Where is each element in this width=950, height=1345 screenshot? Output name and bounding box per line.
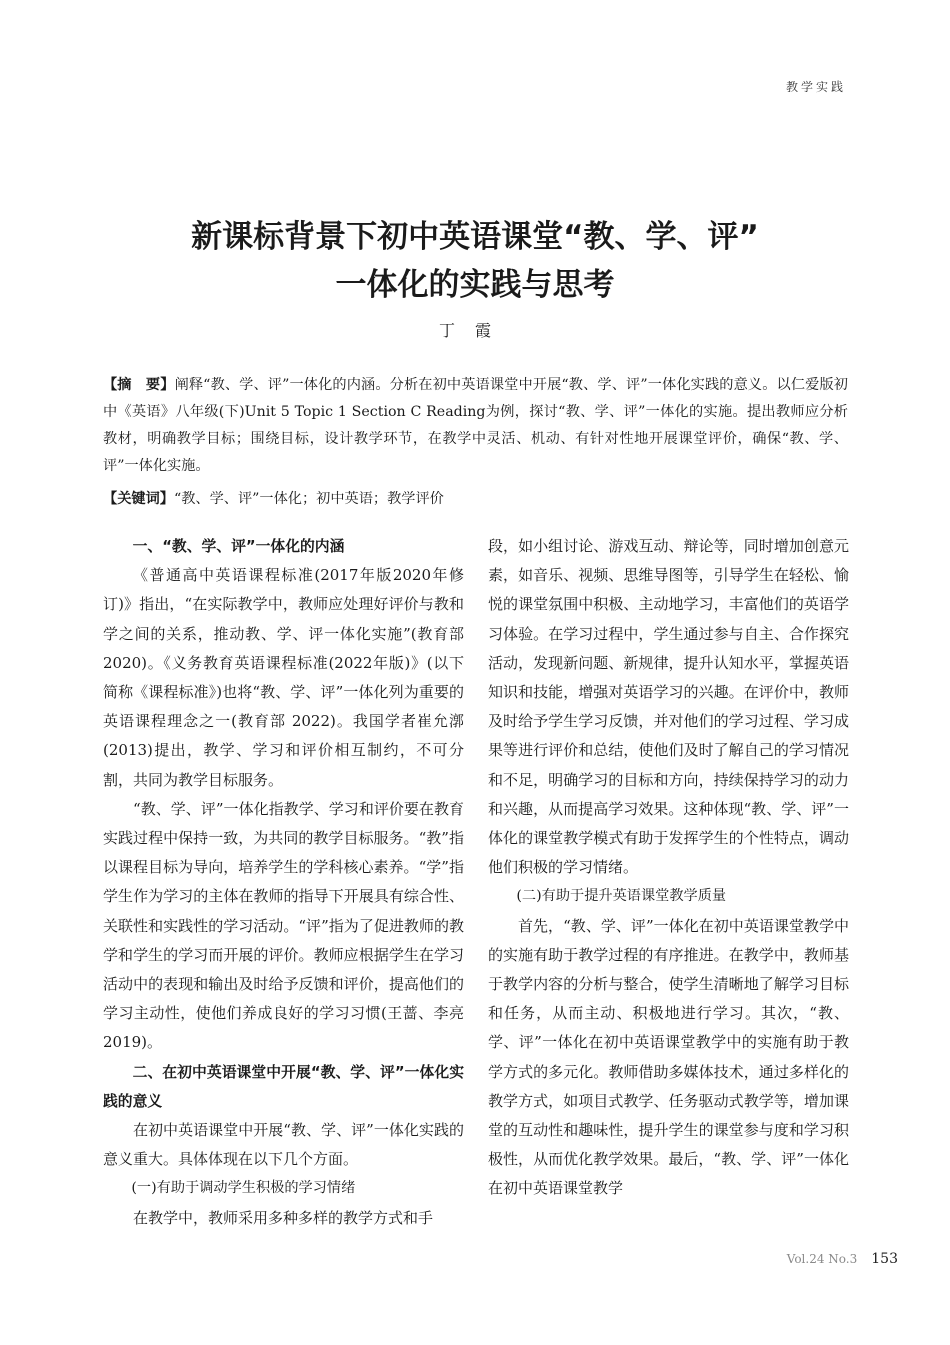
paragraph-1: 《普通高中英语课程标准(2017年版2020年修订)》指出，“在实际教学中，教师应处理好评价与教和学之间的关系，推动教、学、评一体化实施”(教育部 2020)。《义务教育英语课程标准(2022年版)》(以下简称《课程标准》)也将“教、学、评”一体化列为重要的英语课程理念之一(教育部 2022)。我国学者崔允漷(2013)提出，教学、学习和评价相互制约，不可分割，共同为教学目标服务。 [103, 566, 464, 789]
paragraph-4-continued: 段，如小组讨论、游戏互动、辩论等，同时增加创意元素，如音乐、视频、思维导图等，引导学生在轻松、愉悦的课堂氛围中积极、主动地学习，丰富他们的英语学习体验。在学习过程中，学生通过参与自主、合作探究活动，发现新问题、新规律，提升认知水平，掌握英语知识和技能，增强对英语学习的兴趣。在评价中，教师及时给予学生学习反馈，并对他们的学习过程、学习成果等进行评价和总结，使他们及时了解自己的学习情况和不足，明确学习的目标和方向，持续保持学习的动力和兴趣，从而提高学习效果。这种体现“教、学、评”一体化的课堂教学模式有助于发挥学生的个性特点，调动他们积极的学习情绪。 [488, 537, 849, 877]
page-number: 153 [871, 1251, 898, 1267]
volume-info: Vol.24 No.3 [786, 1252, 858, 1266]
abstract [103, 372, 848, 480]
left-column [103, 532, 464, 1233]
paragraph-4: 在教学中，教师采用多种多样的教学方式和手 [133, 1208, 434, 1227]
paragraph-3: 在初中英语课堂中开展“教、学、评”一体化实践的意义重大。具体体现在以下几个方面。 [103, 1121, 464, 1169]
paragraph-2: “教、学、评”一体化指教学、学习和评价要在教育实践过程中保持一致，为共同的教学目标服务。“教”指以课程目标为导向，培养学生的学科核心素养。“学”指学生作为学习的主体在教师的指导下开展具有综合性、关联性和实践性的学习活动。“评”指为了促进教师的教学和学生的学习而开展的评价。教师应根据学生在学习活动中的表现和输出及时给予反馈和评价，提高他们的学习主动性，使他们养成良好的学习习惯(王蔷、李亮 2019)。 [103, 799, 464, 1052]
paragraph-5: 首先，“教、学、评”一体化在初中英语课堂教学中的实施有助于教学过程的有序推进。在教学中，教师基于教学内容的分析与整合，使学生清晰地了解学习目标和任务，从而主动、积极地进行学习。其次，“教、学、评”一体化在初中英语课堂教学中的实施有助于教学方式的多元化。教师借助多媒体技术，通过多样化的教学方式，如项目式教学、任务驱动式教学等，增加课堂的互动性和趣味性，提升学生的课堂参与度和学习积极性，从而优化教学效果。最后，“教、学、评”一体化在初中英语课堂教学 [488, 916, 849, 1198]
section-label: 教学实践 [785, 80, 846, 94]
subheading-2-2: (二)有助于提升英语课堂教学质量 [516, 888, 727, 905]
keywords-label: 【关键词】 [103, 491, 174, 507]
article-title [0, 213, 950, 309]
heading-section-2: 二、在初中英语课堂中开展“教、学、评”一体化实践的意义 [103, 1063, 464, 1110]
abstract-text: 阐释“教、学、评”一体化的内涵。分析在初中英语课堂中开展“教、学、评”一体化实践的意义。以仁爱版初中《英语》八年级(下)Unit 5 Topic 1 Section C Reading为例，探讨“教、学、评”一体化的实施。提出教师应分析教材，明确教学目标；围绕目标，设计教学环节，在教学中灵活、机动、有针对性地开展课堂评价，确保“教、学、评”一体化实施。 [103, 377, 848, 474]
author-name: 丁霞 [438, 321, 511, 340]
page-footer [787, 1251, 898, 1267]
keywords [103, 486, 848, 513]
keywords-text: “教、学、评”一体化；初中英语；教学评价 [173, 491, 444, 507]
right-column [488, 532, 849, 1204]
heading-section-1: 一、“教、学、评”一体化的内涵 [132, 538, 345, 555]
title-line-2: 一体化的实践与思考 [335, 267, 615, 303]
subheading-2-1: (一)有助于调动学生积极的学习情绪 [131, 1180, 356, 1197]
abstract-label: 【摘 要】 [103, 377, 175, 393]
title-line-1: 新课标背景下初中英语课堂“教、学、评” [191, 219, 759, 255]
